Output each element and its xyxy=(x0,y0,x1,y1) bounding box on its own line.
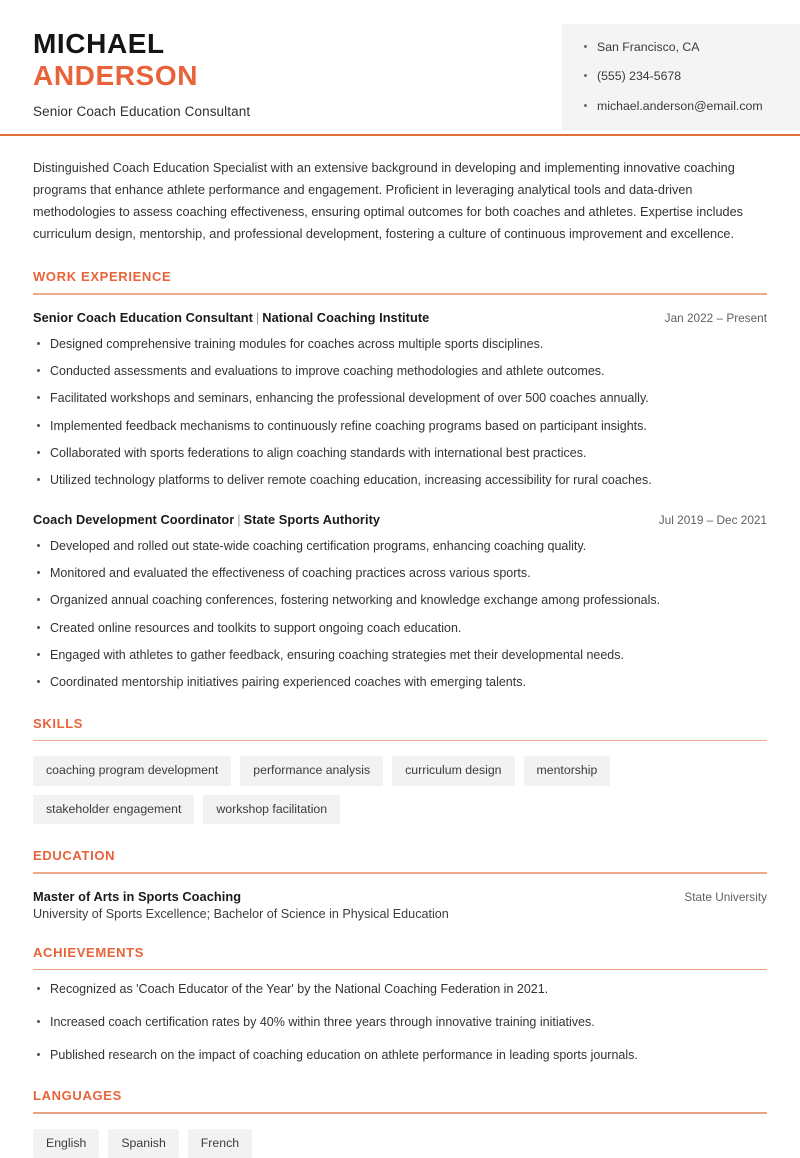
list-item: Developed and rolled out state-wide coaching certification programs, enhancing coaching quality. xyxy=(33,537,767,556)
contact-email-text: michael.anderson@email.com xyxy=(597,98,763,113)
list-item: Recognized as 'Coach Educator of the Year' by the National Coaching Federation in 2021. xyxy=(33,980,767,999)
identity-block xyxy=(0,20,250,119)
section-skills xyxy=(33,716,767,824)
contact-email[interactable] xyxy=(584,99,800,114)
list-item: Facilitated workshops and seminars, enhancing the professional development of over 500 coaches annually. xyxy=(33,389,767,408)
list-item: Engaged with athletes to gather feedback, ensuring coaching strategies met their developmental needs. xyxy=(33,646,767,665)
education-entry-header xyxy=(33,889,767,904)
language-tag: English xyxy=(33,1129,99,1158)
bullet-dot-icon xyxy=(584,74,587,77)
education-degree: Master of Arts in Sports Coaching xyxy=(33,888,242,904)
section-divider xyxy=(33,872,767,874)
contact-card xyxy=(562,24,800,130)
list-item: Conducted assessments and evaluations to improve coaching methodologies and athlete outcomes. xyxy=(33,362,767,381)
section-education xyxy=(33,848,767,921)
section-title-achievements: ACHIEVEMENTS xyxy=(33,944,145,960)
section-title-education: EDUCATION xyxy=(33,848,116,864)
skill-tag: workshop facilitation xyxy=(203,795,340,824)
education-detail: University of Sports Excellence; Bachelor of Science in Physical Education xyxy=(33,906,449,921)
list-item: Designed comprehensive training modules for coaches across multiple sports disciplines. xyxy=(33,335,767,354)
experience-entry xyxy=(33,512,767,692)
skill-tag: stakeholder engagement xyxy=(33,795,194,824)
section-divider xyxy=(33,740,767,742)
skills-tag-list xyxy=(33,756,767,824)
resume-body xyxy=(0,158,800,1158)
section-divider xyxy=(33,969,767,971)
experience-entry-header xyxy=(33,512,767,527)
section-title-work-experience: WORK EXPERIENCE xyxy=(33,269,172,285)
education-institution: State University xyxy=(684,889,767,904)
experience-date: Jul 2019 – Dec 2021 xyxy=(658,512,767,527)
languages-tag-list xyxy=(33,1129,767,1158)
title-separator: | xyxy=(237,511,241,527)
resume-header xyxy=(0,0,800,136)
experience-title xyxy=(33,512,380,527)
section-achievements xyxy=(33,945,767,1065)
list-item: Implemented feedback mechanisms to continuously refine coaching programs based on participant insights. xyxy=(33,417,767,436)
experience-bullet-list xyxy=(33,335,767,490)
experience-company: National Coaching Institute xyxy=(262,309,430,325)
language-tag: French xyxy=(188,1129,252,1158)
experience-entry xyxy=(33,310,767,490)
section-title-skills: SKILLS xyxy=(33,715,84,731)
section-languages xyxy=(33,1088,767,1158)
section-divider xyxy=(33,293,767,295)
list-item: Utilized technology platforms to deliver remote coaching education, increasing accessibility for rural coaches. xyxy=(33,471,767,490)
contact-phone[interactable] xyxy=(584,69,800,84)
list-item: Created online resources and toolkits to support ongoing coach education. xyxy=(33,619,767,638)
skill-tag: coaching program development xyxy=(33,756,231,785)
section-title-languages: LANGUAGES xyxy=(33,1088,122,1104)
title-separator: | xyxy=(255,309,260,325)
experience-company: State Sports Authority xyxy=(243,511,381,527)
section-work-experience xyxy=(33,269,767,692)
professional-summary: Distinguished Coach Education Specialist with an extensive background in developing and implementing innovative coaching programs that enhance athlete performance and engagement. Proficient in leveraging analytical tools and data-driven methodologies to assess coaching effectiveness, ensuring optimal outcomes for both coaches and athletes. Expertise includes curriculum design, mentorship, and professional development, fostering a culture of continuous improvement and excellence. xyxy=(33,161,743,241)
skill-tag: mentorship xyxy=(524,756,611,785)
bullet-dot-icon xyxy=(584,104,587,107)
list-item: Coordinated mentorship initiatives pairing experienced coaches with emerging talents. xyxy=(33,673,767,692)
last-name: ANDERSON xyxy=(33,60,199,92)
contact-location-text: San Francisco, CA xyxy=(597,40,700,54)
list-item: Organized annual coaching conferences, fostering networking and knowledge exchange among professionals. xyxy=(33,591,767,610)
experience-role: Coach Development Coordinator xyxy=(33,511,235,527)
contact-location xyxy=(584,40,800,55)
education-entry xyxy=(33,889,767,921)
experience-bullet-list xyxy=(33,537,767,692)
experience-title xyxy=(33,310,429,325)
list-item: Collaborated with sports federations to align coaching standards with international best practices. xyxy=(33,444,767,463)
achievements-list xyxy=(33,980,767,1064)
skill-tag: performance analysis xyxy=(240,756,383,785)
experience-role: Senior Coach Education Consultant xyxy=(33,309,253,325)
list-item: Increased coach certification rates by 40% within three years through innovative training initiatives. xyxy=(33,1013,767,1032)
language-tag: Spanish xyxy=(108,1129,178,1158)
first-name: MICHAEL xyxy=(33,28,165,59)
experience-entry-header xyxy=(33,310,767,325)
skill-tag: curriculum design xyxy=(392,756,514,785)
section-divider xyxy=(33,1112,767,1114)
contact-phone-text: (555) 234-5678 xyxy=(597,69,682,84)
bullet-dot-icon xyxy=(584,45,587,48)
experience-date: Jan 2022 – Present xyxy=(664,310,767,325)
list-item: Monitored and evaluated the effectiveness of coaching practices across various sports. xyxy=(33,564,767,583)
professional-headline: Senior Coach Education Consultant xyxy=(33,103,251,119)
list-item: Published research on the impact of coaching education on athlete performance in leading sports journals. xyxy=(33,1046,767,1065)
